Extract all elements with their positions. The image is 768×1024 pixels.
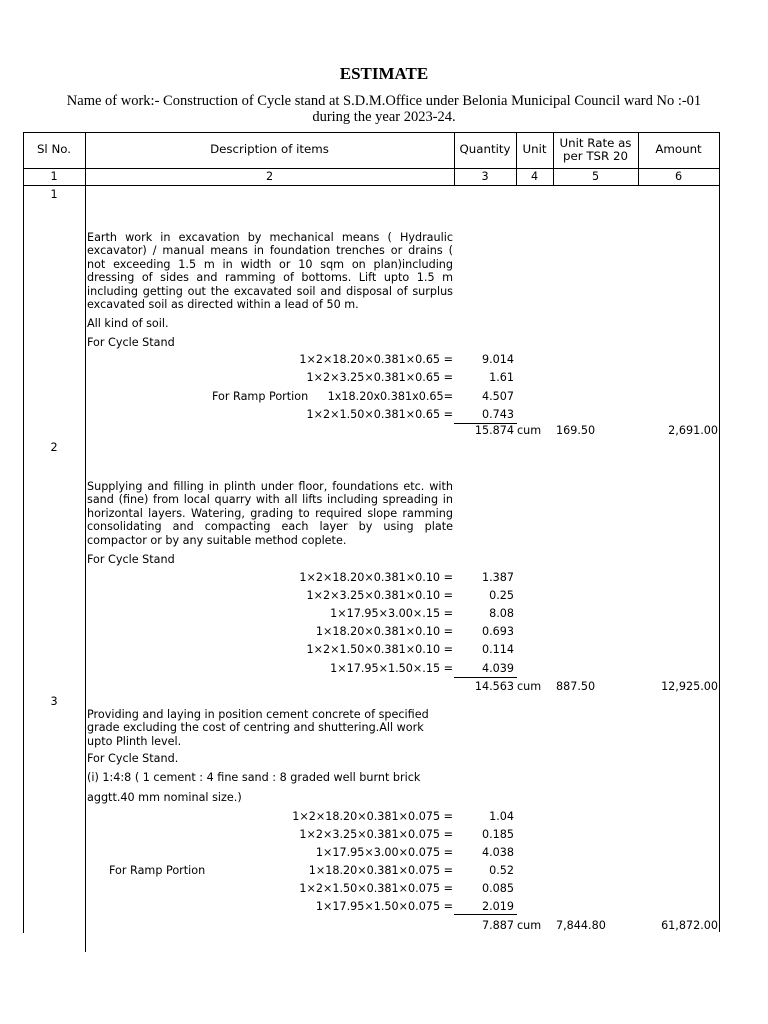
col-number: 3 — [481, 170, 489, 183]
measurement-qty: 0.743 — [481, 408, 514, 421]
measurement-qty: 9.014 — [481, 353, 514, 366]
measurement-qty: 1.387 — [481, 571, 514, 584]
col-number: 4 — [530, 170, 539, 183]
item-rate: 7,844.80 — [556, 919, 606, 932]
item-amount: 12,925.00 — [661, 680, 718, 693]
item-amount: 61,872.00 — [661, 919, 718, 932]
measurement-qty: 0.185 — [481, 828, 514, 841]
concrete-mix-line-2: aggtt.40 mm nominal size.) — [87, 791, 242, 804]
item-unit: cum — [517, 424, 542, 437]
measurement-formula: 1x18.20x0.381x0.65= — [327, 390, 453, 403]
col-number: 1 — [50, 170, 58, 183]
measurement-formula: 1×2×18.20×0.381×0.075 = — [292, 810, 453, 823]
item-note: All kind of soil. — [87, 317, 169, 330]
item-unit: cum — [517, 919, 542, 932]
portion-label: For Ramp Portion — [109, 864, 206, 877]
work-name-line-1: Name of work:- Construction of Cycle stand at S.D.M.Office under Belonia Municipal Council ward No :-01 — [66, 93, 702, 109]
item-description: Providing and laying in position cement concrete of specified grade excluding the cost of centring and shuttering.All work upto Plinth level. — [87, 708, 429, 748]
header-unit-rate-line-1: Unit Rate as — [559, 136, 632, 150]
measurement-qty: 0.52 — [489, 864, 514, 877]
measurement-formula: 1×17.95×1.50×.15 = — [330, 662, 453, 675]
measurement-formula: 1×2×18.20×0.381×0.65 = — [299, 353, 453, 366]
header-bottom-border — [23, 168, 720, 169]
measurement-formula: 1×2×1.50×0.381×0.65 = — [306, 408, 453, 421]
portion-label: For Ramp Portion — [212, 390, 309, 403]
measurement-qty: 0.25 — [489, 589, 514, 602]
measurement-formula: 1×17.95×1.50×0.075 = — [315, 900, 453, 913]
measurement-qty: 0.085 — [481, 882, 514, 895]
measurement-formula: 1×2×1.50×0.381×0.075 = — [299, 882, 453, 895]
document-title: ESTIMATE — [339, 64, 429, 83]
col-border-sl — [85, 132, 86, 952]
measurement-qty: 0.693 — [481, 625, 514, 638]
col-number: 5 — [591, 170, 600, 183]
header-unit-rate-line-2: per TSR 20 — [563, 149, 628, 163]
item-amount: 2,691.00 — [668, 424, 718, 437]
item-sl-no: 2 — [50, 441, 58, 454]
measurement-formula: 1×17.95×3.00×.15 = — [330, 607, 453, 620]
measurement-formula: 1×18.20×0.381×0.10 = — [315, 625, 453, 638]
header-unit: Unit — [522, 142, 547, 156]
header-description: Description of items — [210, 142, 329, 156]
subtotal-rule — [454, 914, 517, 915]
work-name-line-2: during the year 2023-24. — [312, 109, 456, 125]
measurement-qty: 1.04 — [489, 810, 514, 823]
measurement-qty: 2.019 — [481, 900, 514, 913]
subtotal-rule — [454, 677, 517, 678]
measurement-formula: 1×2×1.50×0.381×0.10 = — [306, 643, 453, 656]
concrete-mix-line-1: (i) 1:4:8 ( 1 cement : 4 fine sand : 8 graded well burnt brick — [87, 771, 421, 784]
measurement-qty: 4.507 — [482, 390, 515, 403]
item-for-label: For Cycle Stand. — [87, 752, 179, 765]
col-number: 2 — [265, 170, 274, 183]
item-description: Supplying and filling in plinth under floor, foundations etc. with sand (fine) from local quarry with all lifts including spreading in horizontal layers. Watering, grading to required slope ramming consolidating and compacting each layer by using plate compactor or by any suitable method coplete. — [87, 480, 453, 547]
item-for-label: For Cycle Stand — [87, 553, 175, 566]
item-rate: 169.50 — [556, 424, 596, 437]
item-for-label: For Cycle Stand — [87, 336, 175, 349]
measurement-formula: 1×2×3.25×0.381×0.075 = — [299, 828, 453, 841]
measurement-formula: 1×18.20×0.381×0.075 = — [308, 864, 453, 877]
item-sl-no: 3 — [50, 695, 58, 708]
item-unit: cum — [517, 680, 542, 693]
item-rate: 887.50 — [556, 680, 596, 693]
measurement-formula: 1×2×3.25×0.381×0.65 = — [306, 371, 453, 384]
measurement-qty: 8.08 — [489, 607, 514, 620]
measurement-formula: 1×2×3.25×0.381×0.10 = — [306, 589, 453, 602]
col-border-right — [719, 132, 720, 932]
colnum-bottom-border — [23, 185, 720, 186]
item-total-qty: 15.874 — [474, 424, 514, 437]
col-border-left-body — [23, 185, 24, 933]
item-description: Earth work in excavation by mechanical means ( Hydraulic excavator) / manual means in foundation trenches or drains ( not exceeding 1.5 m in width or 10 sqm on plan)including dressing of sides and ramming of bottoms. Lift upto 1.5 m including getting out the excavated soil and disposal of surplus excavated soil as directed within a lead of 50 m. — [87, 231, 453, 312]
item-total-qty: 14.563 — [474, 680, 514, 693]
measurement-qty: 1.61 — [489, 371, 514, 384]
measurement-formula: 1×2×18.20×0.381×0.10 = — [299, 571, 453, 584]
measurement-qty: 0.114 — [481, 643, 514, 656]
item-sl-no: 1 — [50, 188, 58, 201]
measurement-qty: 4.039 — [481, 662, 514, 675]
header-sl-no: Sl No. — [36, 142, 72, 156]
header-amount: Amount — [655, 142, 702, 156]
col-number: 6 — [674, 170, 683, 183]
measurement-formula: 1×17.95×3.00×0.075 = — [315, 846, 453, 859]
table-top-border — [23, 132, 720, 133]
item-total-qty: 7.887 — [481, 919, 514, 932]
header-quantity: Quantity — [459, 142, 511, 156]
measurement-qty: 4.038 — [481, 846, 514, 859]
